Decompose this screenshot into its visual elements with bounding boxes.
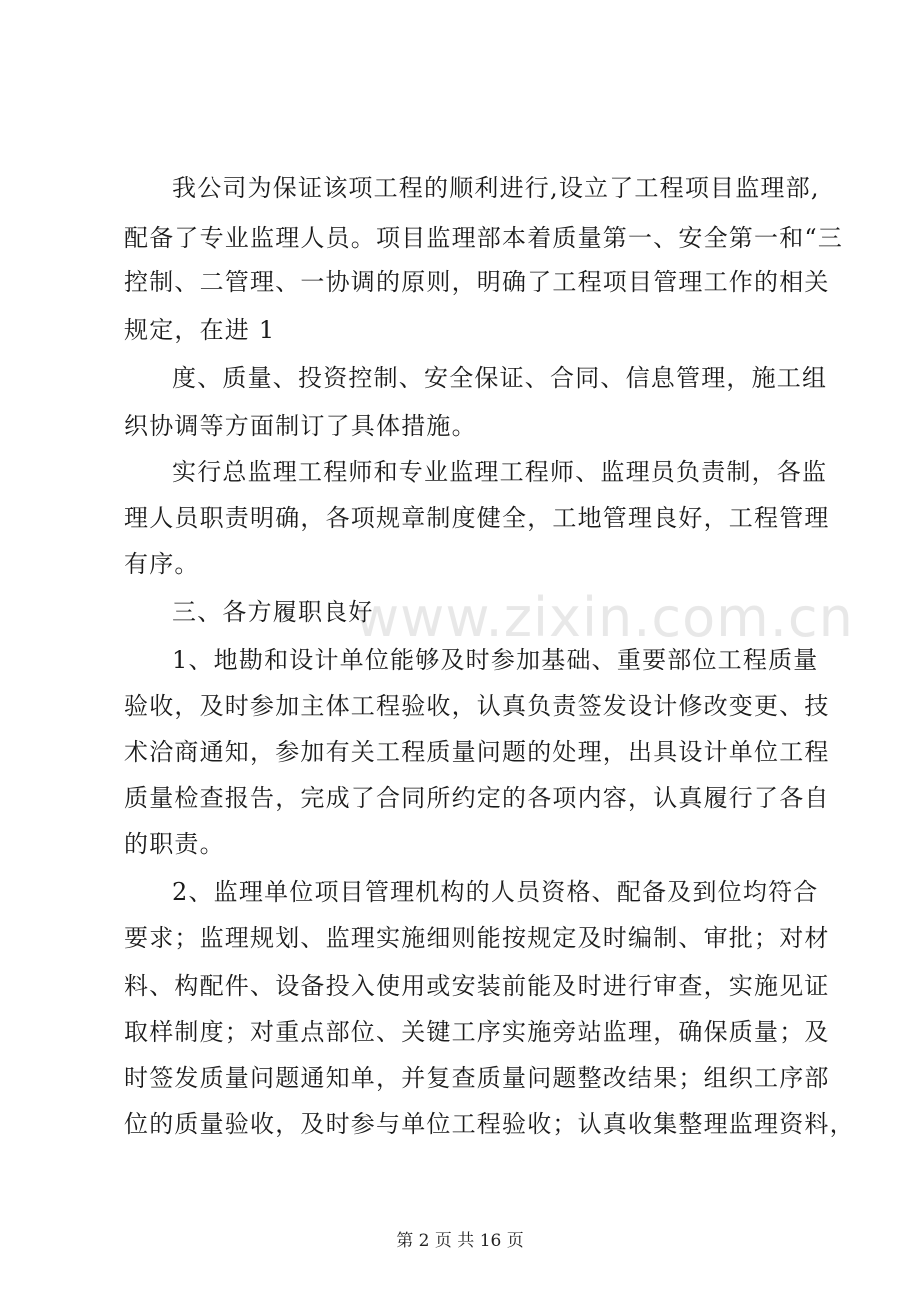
text-line: 的职责。: [124, 830, 225, 858]
watermark: www.zixin.com.cn: [355, 586, 854, 649]
text-line: 理人员职责明确，各项规章制度健全，工地管理良好，工程管理: [124, 504, 830, 532]
text-line: 规定，在进 1: [124, 316, 276, 344]
text-line: 质量检查报告，完成了合同所约定的各项内容，认真履行了各自: [124, 784, 830, 812]
text-line: 要求；监理规划、监理实施细则能按规定及时编制、审批；对材: [124, 924, 830, 952]
section-heading: 三、各方履职良好: [172, 598, 374, 626]
text-line: 我公司为保证该项工程的顺利进行,设立了工程项目监理部,: [172, 174, 820, 202]
text-line: 控制、二管理、一协调的原则，明确了工程项目管理工作的相关: [124, 268, 830, 296]
page-footer: 第 2 页 共 16 页: [396, 1231, 524, 1251]
text-line: 料、构配件、设备投入使用或安装前能及时进行审查，实施见证: [124, 972, 830, 1000]
text-line: 2、监理单位项目管理机构的人员资格、配备及到位均符合: [172, 878, 819, 906]
text-line: 时签发质量问题通知单，并复查质量问题整改结果；组织工序部: [124, 1064, 830, 1092]
text-line: 取样制度；对重点部位、关键工序实施旁站监理，确保质量；及: [124, 1018, 830, 1046]
text-line: 度、质量、投资控制、安全保证、合同、信息管理，施工组: [172, 364, 828, 392]
text-line: 有序。: [124, 550, 200, 578]
text-line: 验收，及时参加主体工程验收，认真负责签发设计修改变更、技: [124, 692, 830, 720]
text-line: 1、地勘和设计单位能够及时参加基础、重要部位工程质量: [172, 646, 819, 674]
text-line: 术洽商通知，参加有关工程质量问题的处理，出具设计单位工程: [124, 738, 830, 766]
text-line: 位的质量验收，及时参与单位工程验收；认真收集整理监理资料，: [124, 1110, 855, 1138]
text-line: 配备了专业监理人员。项目监理部本着质量第一、安全第一和“三: [124, 224, 844, 252]
text-line: 织协调等方面制订了具体措施。: [124, 412, 477, 440]
text-line: 实行总监理工程师和专业监理工程师、监理员负责制，各监: [172, 458, 828, 486]
